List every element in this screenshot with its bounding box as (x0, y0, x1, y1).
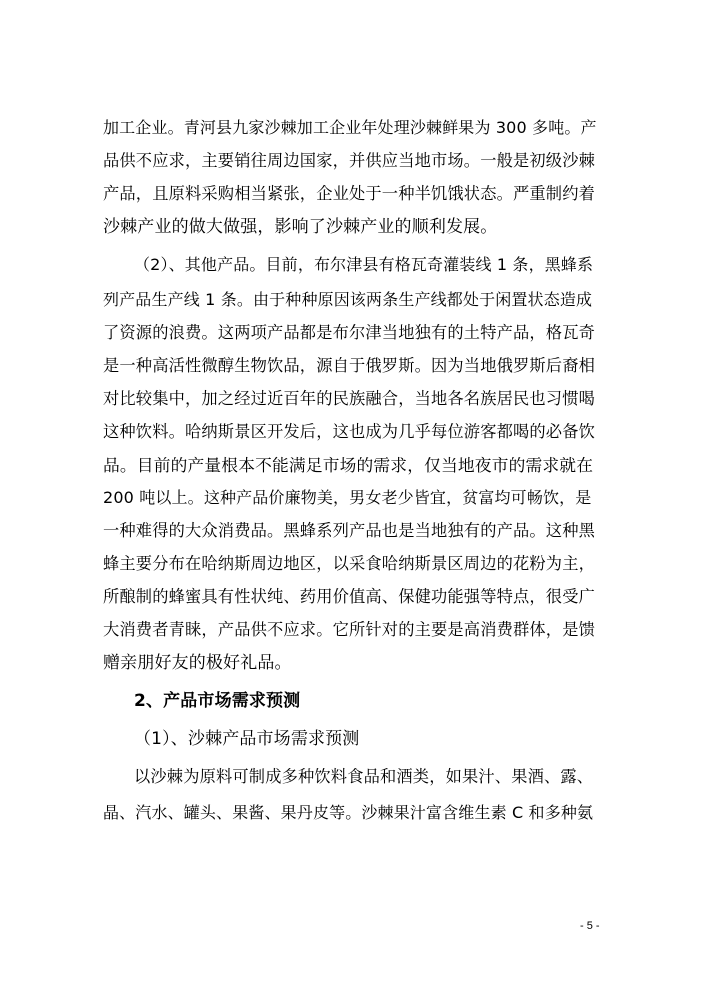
text-line: 沙棘产业的做大做强，影响了沙棘产业的顺利发展。 (103, 217, 498, 237)
section-heading: 2、产品市场需求预测 (134, 691, 301, 711)
text-line: 品供不应求，主要销往周边国家，并供应当地市场。一般是初级沙棘 (103, 151, 595, 170)
text-line: 大消费者青睐，产品供不应求。它所针对的主要是高消费群体，是馈 (103, 620, 595, 639)
text-line: 200 吨以上。这种产品价廉物美，男女老少皆宜，贫富均可畅饮，是 (103, 488, 592, 507)
text-line: 以沙棘为原料可制成多种饮料食品和酒类，如果汁、果酒、露、 (134, 767, 594, 786)
text-line: 这种饮料。哈纳斯景区开发后，这也成为几乎每位游客都喝的必备饮 (103, 422, 595, 441)
text-line: 蜂主要分布在哈纳斯周边地区，以采食哈纳斯景区周边的花粉为主， (103, 554, 595, 573)
text-line: （2）、其他产品。目前，布尔津县有格瓦奇灌装线 1 条，黑蜂系 (134, 255, 594, 274)
text-line: 晶、汽水、罐头、果酱、果丹皮等。沙棘果汁富含维生素 C 和多种氨 (103, 803, 594, 822)
text-line: 列产品生产线 1 条。由于种种原因该两条生产线都处于闲置状态造成 (103, 290, 593, 309)
text-line: 一种难得的大众消费品。黑蜂系列产品也是当地独有的产品。这种黑 (103, 521, 595, 540)
text-line: 对比较集中，加之经过近百年的民族融合，当地各名族居民也习惯喝 (103, 389, 595, 408)
page-number: - 5 - (580, 920, 600, 932)
text-line: 品。目前的产量根本不能满足市场的需求，仅当地夜市的需求就在 (103, 455, 594, 475)
text-line: 加工企业。青河县九家沙棘加工企业年处理沙棘鲜果为 300 多吨。产 (103, 118, 597, 137)
subsection-heading: （1）、沙棘产品市场需求预测 (134, 729, 360, 749)
text-line: 产品，且原料采购相当紧张，企业处于一种半饥饿状态。严重制约着 (103, 184, 595, 203)
text-line: 所酿制的蜂蜜具有性状纯、药用价值高、保健功能强等特点，很受广 (103, 587, 595, 606)
text-line: 是一种高活性微醇生物饮品，源自于俄罗斯。因为当地俄罗斯后裔相 (103, 356, 595, 375)
text-line: 赠亲朋好友的极好礼品。 (103, 653, 292, 673)
text-line: 了资源的浪费。这两项产品都是布尔津当地独有的土特产品，格瓦奇 (103, 323, 595, 342)
